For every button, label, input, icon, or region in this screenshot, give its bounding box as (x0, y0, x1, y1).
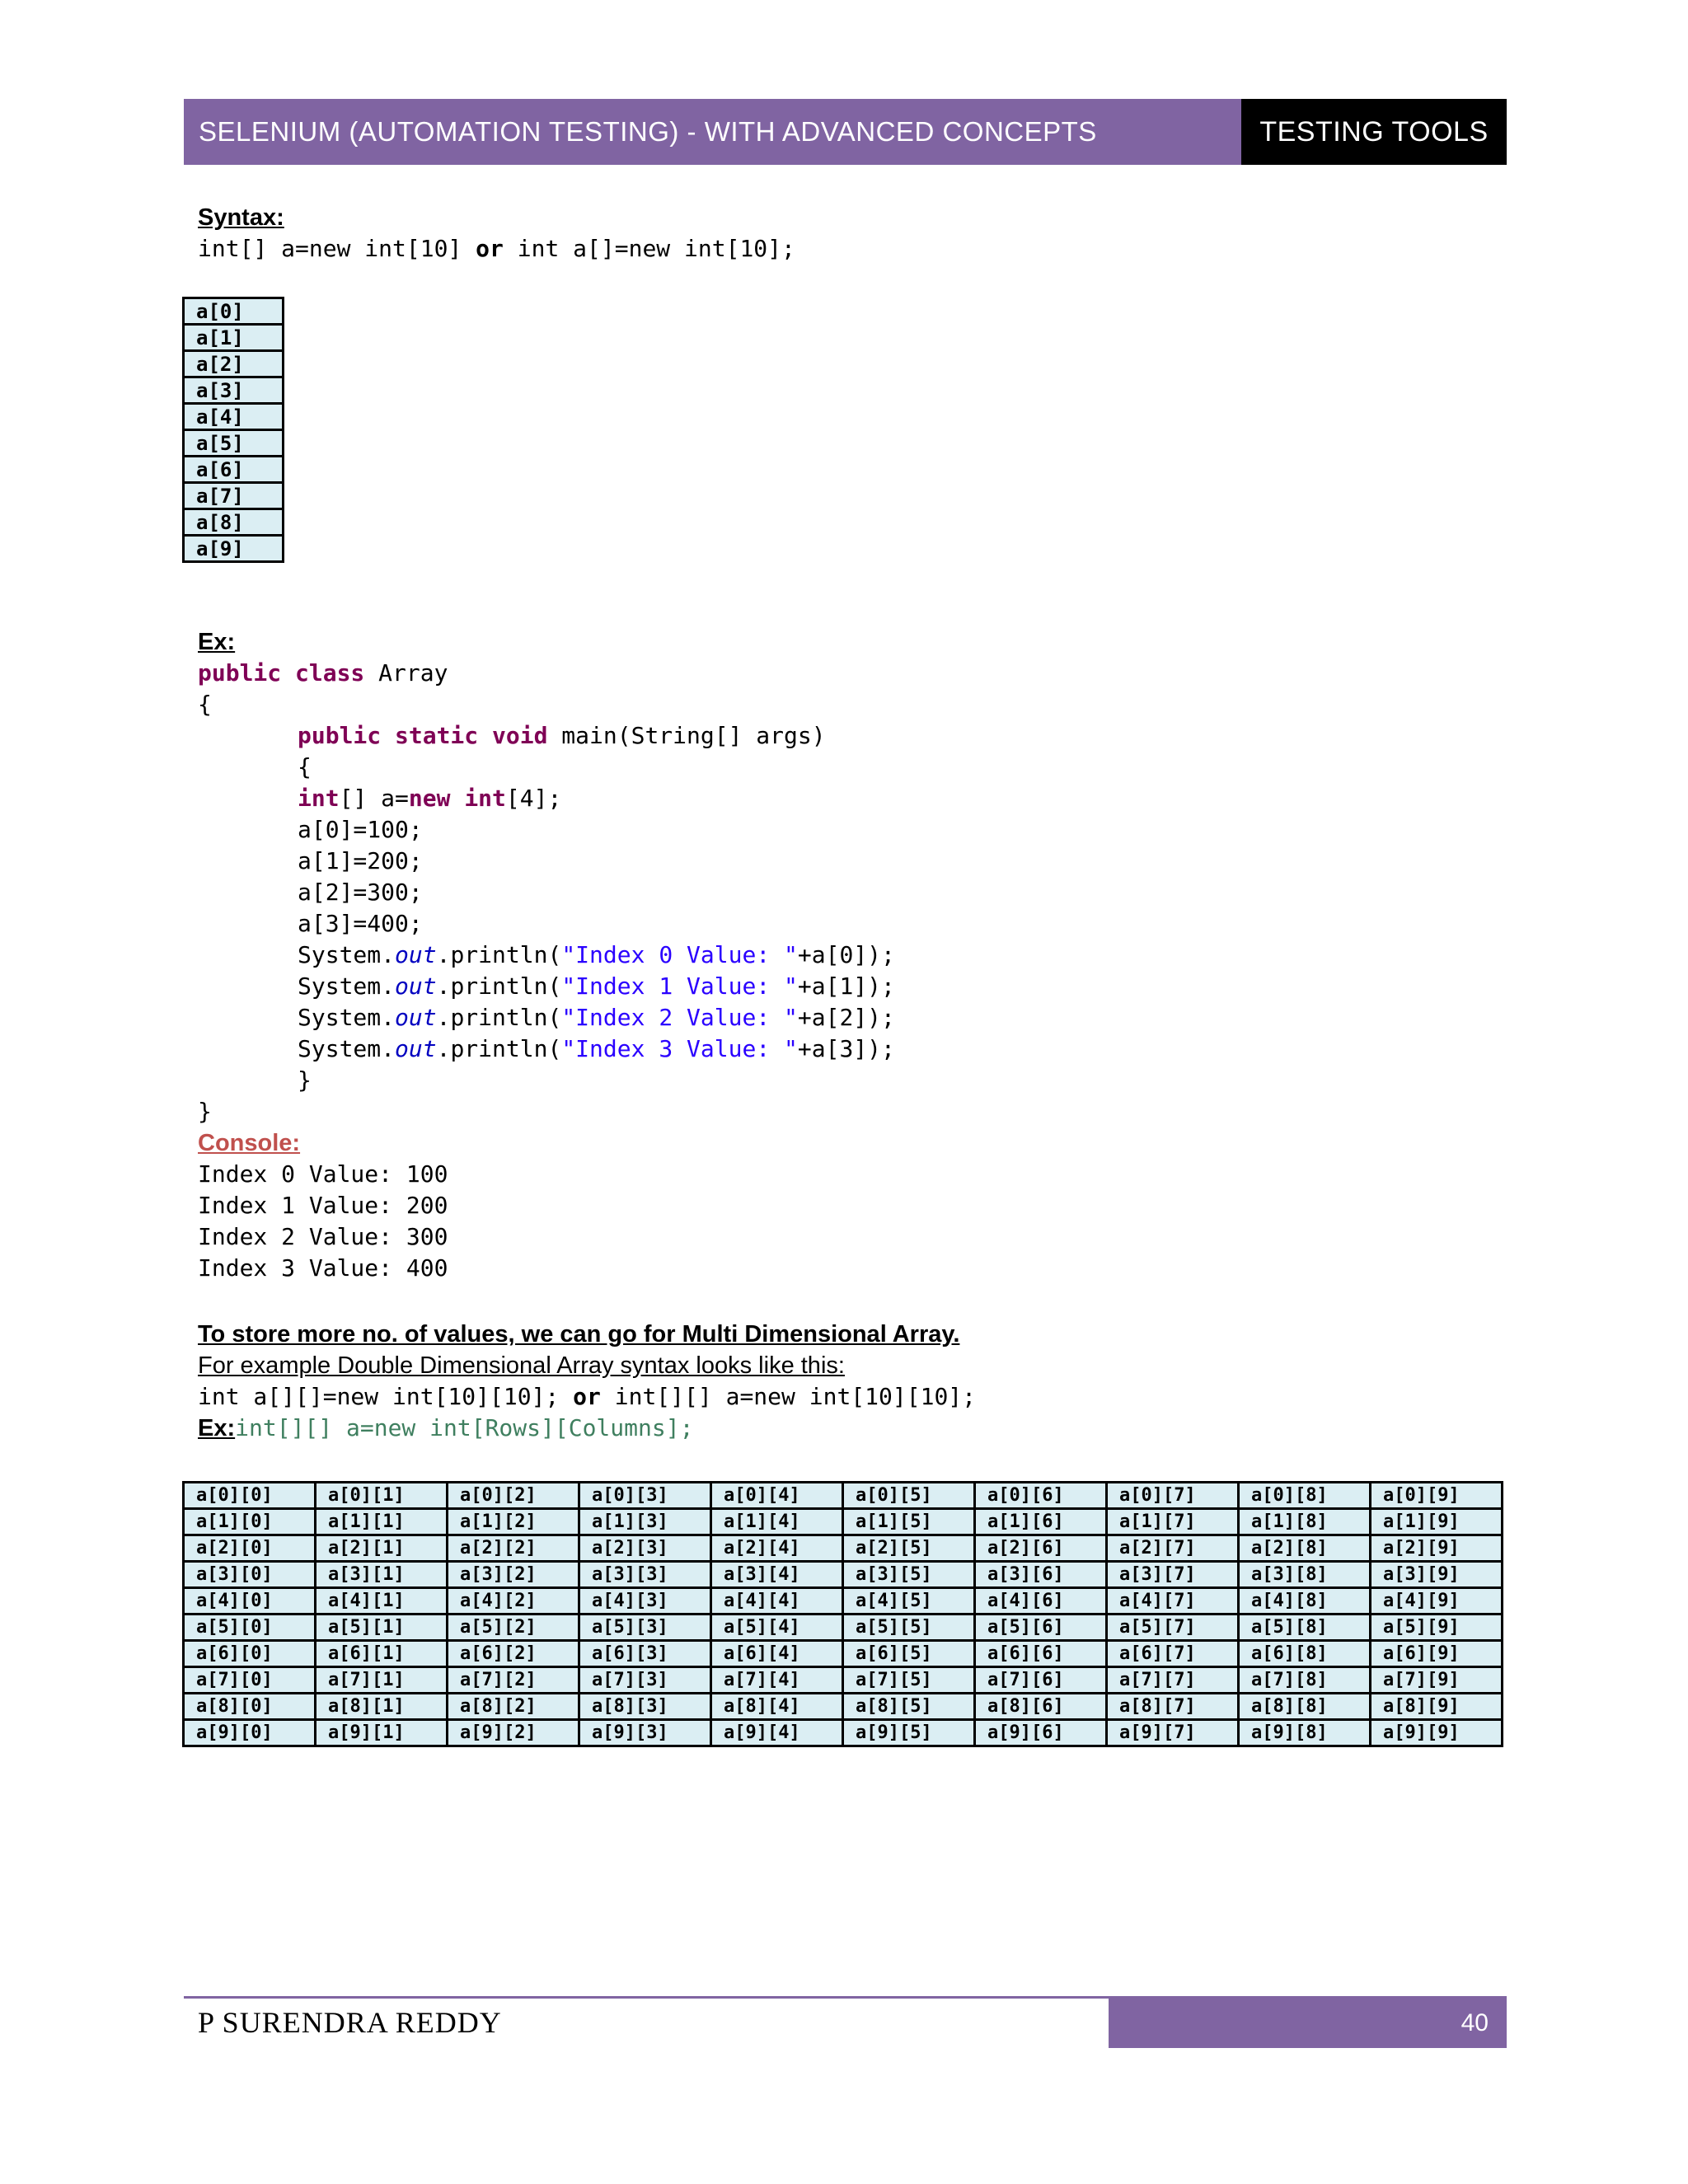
array-2d-cell: a[5][7] (1107, 1615, 1239, 1641)
example-heading: Ex: (198, 629, 236, 655)
code-token: .println( (436, 1004, 562, 1031)
multi-example-line: For example Double Dimensional Array syntax looks like this: (198, 1352, 845, 1379)
code-token: "Index 2 Value: " (561, 1004, 798, 1031)
array-2d-cell: a[3][5] (843, 1562, 975, 1588)
code-token: int (464, 785, 506, 812)
array-2d-cell: a[8][9] (1371, 1694, 1503, 1720)
code-token: a[1]=200; (298, 847, 423, 874)
example-code-block (198, 658, 1508, 1127)
array-2d-row (184, 1509, 1503, 1535)
console-heading: Console: (198, 1130, 301, 1156)
array-2d-cell: a[6][3] (579, 1641, 711, 1667)
array-2d-row (184, 1641, 1503, 1667)
array-2d-cell: a[2][8] (1239, 1535, 1371, 1562)
footer-page-box (1109, 1999, 1507, 2048)
array-2d-cell: a[9][1] (316, 1720, 448, 1746)
code-token: System. (298, 941, 396, 968)
array-2d-row (184, 1483, 1503, 1509)
code-token: "Index 3 Value: " (561, 1035, 798, 1062)
array-2d-row (184, 1535, 1503, 1562)
code-token: out (395, 1004, 437, 1031)
array-2d-cell: a[8][7] (1107, 1694, 1239, 1720)
multi-code-part: int a[][]=new int[10][10]; (198, 1383, 574, 1410)
code-token: out (395, 972, 437, 1000)
array-2d-cell: a[3][9] (1371, 1562, 1503, 1588)
array-2d-cell: a[4][1] (316, 1588, 448, 1615)
multi-syntax-code (198, 1381, 1508, 1413)
code-token: +a[2]); (797, 1004, 895, 1031)
array-1d-cell: a[7] (184, 483, 284, 509)
code-token: System. (298, 972, 396, 1000)
header-title: SELENIUM (AUTOMATION TESTING) - WITH ADVANCED CONCEPTS (184, 99, 1241, 165)
array-2d-cell: a[0][9] (1371, 1483, 1503, 1509)
array-2d-cell: a[0][4] (711, 1483, 843, 1509)
code-line (198, 940, 1508, 971)
array-1d-row (184, 325, 284, 351)
array-2d-cell: a[2][0] (184, 1535, 316, 1562)
console-line: Index 1 Value: 200 (198, 1192, 448, 1219)
multi-dimension-section (198, 1319, 1508, 1444)
syntax-code-part: int a[]=new int[10]; (503, 235, 795, 262)
console-output (198, 1159, 1508, 1284)
code-token: +a[1]); (797, 972, 895, 1000)
array-2d-cell: a[3][7] (1107, 1562, 1239, 1588)
array-2d-cell: a[8][8] (1239, 1694, 1371, 1720)
array-2d-cell: a[9][6] (975, 1720, 1107, 1746)
code-line (198, 877, 1508, 908)
array-1d-row (184, 457, 284, 483)
array-2d-row (184, 1588, 1503, 1615)
array-1d-cell: a[4] (184, 404, 284, 430)
code-token: System. (298, 1004, 396, 1031)
array-2d-cell: a[3][3] (579, 1562, 711, 1588)
array-1d-cell: a[9] (184, 536, 284, 562)
array-2d-cell: a[4][4] (711, 1588, 843, 1615)
array-2d-cell: a[6][9] (1371, 1641, 1503, 1667)
array-2d-cell: a[6][4] (711, 1641, 843, 1667)
code-token: "Index 0 Value: " (561, 941, 798, 968)
array-2d-cell: a[9][9] (1371, 1720, 1503, 1746)
array-1d-row (184, 536, 284, 562)
array-1d-cell: a[5] (184, 430, 284, 457)
array-2d-row (184, 1694, 1503, 1720)
console-line: Index 2 Value: 300 (198, 1223, 448, 1250)
array-2d-cell: a[1][0] (184, 1509, 316, 1535)
array-2d-cell: a[9][3] (579, 1720, 711, 1746)
array-1d-row (184, 351, 284, 377)
array-2d-cell: a[4][6] (975, 1588, 1107, 1615)
array-2d-cell: a[5][0] (184, 1615, 316, 1641)
array-2d-cell: a[9][8] (1239, 1720, 1371, 1746)
array-2d-cell: a[3][6] (975, 1562, 1107, 1588)
array-2d-cell: a[7][9] (1371, 1667, 1503, 1694)
header-section: TESTING TOOLS (1241, 99, 1507, 165)
single-dimension-array-table (182, 297, 284, 563)
console-line: Index 0 Value: 100 (198, 1160, 448, 1188)
array-2d-cell: a[4][0] (184, 1588, 316, 1615)
code-token: public class (198, 659, 365, 687)
array-2d-cell: a[5][6] (975, 1615, 1107, 1641)
array-2d-cell: a[1][2] (448, 1509, 579, 1535)
array-2d-cell: a[5][1] (316, 1615, 448, 1641)
code-token: main(String[] args) (547, 722, 826, 749)
code-token: .println( (436, 941, 562, 968)
code-token: public static void (298, 722, 548, 749)
array-1d-cell: a[8] (184, 509, 284, 536)
array-2d-cell: a[1][6] (975, 1509, 1107, 1535)
array-2d-cell: a[2][7] (1107, 1535, 1239, 1562)
code-line (198, 720, 1508, 752)
code-token: { (198, 691, 212, 718)
array-1d-row (184, 483, 284, 509)
array-2d-cell: a[8][2] (448, 1694, 579, 1720)
array-2d-cell: a[6][6] (975, 1641, 1107, 1667)
array-2d-cell: a[7][3] (579, 1667, 711, 1694)
code-token: a[0]=100; (298, 816, 423, 843)
array-2d-cell: a[5][8] (1239, 1615, 1371, 1641)
array-2d-cell: a[7][4] (711, 1667, 843, 1694)
code-token: a[2]=300; (298, 879, 423, 906)
code-line (198, 783, 1508, 814)
footer-author: P SURENDRA REDDY (198, 2006, 502, 2039)
array-2d-cell: a[3][0] (184, 1562, 316, 1588)
array-2d-cell: a[7][0] (184, 1667, 316, 1694)
array-2d-row (184, 1720, 1503, 1746)
code-line (198, 1002, 1508, 1033)
array-2d-cell: a[5][9] (1371, 1615, 1503, 1641)
page-content (198, 202, 1508, 265)
code-token: System. (298, 1035, 396, 1062)
array-2d-cell: a[0][7] (1107, 1483, 1239, 1509)
code-line (198, 971, 1508, 1002)
array-1d-cell: a[0] (184, 298, 284, 325)
array-2d-cell: a[2][4] (711, 1535, 843, 1562)
syntax-code-or: or (476, 235, 504, 262)
code-token: int (298, 785, 340, 812)
array-2d-cell: a[4][7] (1107, 1588, 1239, 1615)
array-2d-cell: a[8][0] (184, 1694, 316, 1720)
multi-ex-code: int[][] a=new int[Rows][Columns]; (235, 1414, 694, 1441)
array-2d-cell: a[5][4] (711, 1615, 843, 1641)
code-line (198, 689, 1508, 720)
array-2d-cell: a[5][2] (448, 1615, 579, 1641)
multi-code-or: or (573, 1383, 601, 1410)
array-2d-cell: a[8][5] (843, 1694, 975, 1720)
code-line (198, 1096, 1508, 1127)
array-2d-cell: a[2][3] (579, 1535, 711, 1562)
multi-code-part: int[][] a=new int[10][10]; (600, 1383, 977, 1410)
array-2d-row (184, 1562, 1503, 1588)
code-line (198, 752, 1508, 783)
array-2d-cell: a[3][2] (448, 1562, 579, 1588)
array-2d-cell: a[4][8] (1239, 1588, 1371, 1615)
array-2d-cell: a[3][1] (316, 1562, 448, 1588)
array-2d-cell: a[1][9] (1371, 1509, 1503, 1535)
code-token: [4]; (505, 785, 562, 812)
array-2d-cell: a[8][6] (975, 1694, 1107, 1720)
code-line (198, 908, 1508, 940)
array-2d-cell: a[0][2] (448, 1483, 579, 1509)
code-token: a[3]=400; (298, 910, 423, 937)
array-2d-cell: a[0][6] (975, 1483, 1107, 1509)
multi-ex-line (198, 1413, 1508, 1444)
array-2d-cell: a[1][5] (843, 1509, 975, 1535)
code-token: Array (364, 659, 448, 687)
page-header (184, 99, 1507, 165)
array-1d-cell: a[2] (184, 351, 284, 377)
code-token: { (298, 753, 312, 780)
array-2d-cell: a[0][0] (184, 1483, 316, 1509)
array-2d-cell: a[9][2] (448, 1720, 579, 1746)
code-token: .println( (436, 972, 562, 1000)
page-number: 40 (1461, 2009, 1489, 2036)
array-2d-cell: a[4][9] (1371, 1588, 1503, 1615)
array-2d-cell: a[5][5] (843, 1615, 975, 1641)
code-token: } (298, 1066, 312, 1094)
array-2d-row (184, 1615, 1503, 1641)
code-token: out (395, 1035, 437, 1062)
array-2d-cell: a[7][1] (316, 1667, 448, 1694)
array-2d-cell: a[8][1] (316, 1694, 448, 1720)
array-1d-cell: a[1] (184, 325, 284, 351)
array-2d-cell: a[6][7] (1107, 1641, 1239, 1667)
array-2d-cell: a[7][6] (975, 1667, 1107, 1694)
array-2d-cell: a[2][9] (1371, 1535, 1503, 1562)
array-1d-row (184, 377, 284, 404)
code-token: +a[3]); (797, 1035, 895, 1062)
array-2d-cell: a[1][1] (316, 1509, 448, 1535)
multi-intro-line: To store more no. of values, we can go for Multi Dimensional Array. (198, 1321, 960, 1347)
array-2d-cell: a[0][5] (843, 1483, 975, 1509)
array-2d-cell: a[6][1] (316, 1641, 448, 1667)
array-2d-cell: a[6][2] (448, 1641, 579, 1667)
double-dimension-array-table (182, 1481, 1503, 1747)
array-2d-cell: a[7][7] (1107, 1667, 1239, 1694)
array-1d-row (184, 430, 284, 457)
array-2d-cell: a[2][5] (843, 1535, 975, 1562)
code-token: +a[0]); (797, 941, 895, 968)
code-token (450, 785, 464, 812)
array-2d-cell: a[2][1] (316, 1535, 448, 1562)
array-1d-cell: a[3] (184, 377, 284, 404)
array-1d-row (184, 509, 284, 536)
array-2d-cell: a[2][2] (448, 1535, 579, 1562)
array-2d-cell: a[1][7] (1107, 1509, 1239, 1535)
array-2d-cell: a[2][6] (975, 1535, 1107, 1562)
example-section (198, 626, 1508, 1284)
array-2d-cell: a[7][8] (1239, 1667, 1371, 1694)
code-line (198, 1065, 1508, 1096)
code-line (198, 814, 1508, 846)
code-token: .println( (436, 1035, 562, 1062)
array-2d-cell: a[9][5] (843, 1720, 975, 1746)
array-2d-cell: a[4][2] (448, 1588, 579, 1615)
array-2d-cell: a[9][7] (1107, 1720, 1239, 1746)
array-2d-cell: a[4][3] (579, 1588, 711, 1615)
array-2d-cell: a[6][8] (1239, 1641, 1371, 1667)
array-2d-cell: a[7][5] (843, 1667, 975, 1694)
array-2d-cell: a[7][2] (448, 1667, 579, 1694)
array-2d-cell: a[5][3] (579, 1615, 711, 1641)
array-2d-cell: a[1][8] (1239, 1509, 1371, 1535)
array-2d-cell: a[8][4] (711, 1694, 843, 1720)
array-2d-cell: a[0][8] (1239, 1483, 1371, 1509)
array-2d-cell: a[6][5] (843, 1641, 975, 1667)
array-2d-cell: a[0][3] (579, 1483, 711, 1509)
array-1d-row (184, 298, 284, 325)
array-2d-row (184, 1667, 1503, 1694)
code-token: new (408, 785, 451, 812)
array-2d-cell: a[1][3] (579, 1509, 711, 1535)
multi-ex-heading: Ex: (198, 1415, 236, 1441)
syntax-heading: Syntax: (198, 204, 284, 231)
code-line (198, 1033, 1508, 1065)
array-2d-cell: a[3][8] (1239, 1562, 1371, 1588)
array-2d-cell: a[9][4] (711, 1720, 843, 1746)
syntax-code-part: int[] a=new int[10] (198, 235, 476, 262)
code-token: "Index 1 Value: " (561, 972, 798, 1000)
array-2d-cell: a[1][4] (711, 1509, 843, 1535)
array-2d-cell: a[6][0] (184, 1641, 316, 1667)
array-2d-cell: a[9][0] (184, 1720, 316, 1746)
console-line: Index 3 Value: 400 (198, 1254, 448, 1282)
array-2d-cell: a[4][5] (843, 1588, 975, 1615)
code-line (198, 658, 1508, 689)
array-1d-row (184, 404, 284, 430)
syntax-code (198, 233, 1508, 265)
array-2d-cell: a[8][3] (579, 1694, 711, 1720)
code-token: } (198, 1098, 212, 1125)
code-line (198, 846, 1508, 877)
code-token: [] a= (339, 785, 409, 812)
code-token: out (395, 941, 437, 968)
array-2d-cell: a[0][1] (316, 1483, 448, 1509)
array-2d-cell: a[3][4] (711, 1562, 843, 1588)
array-1d-cell: a[6] (184, 457, 284, 483)
